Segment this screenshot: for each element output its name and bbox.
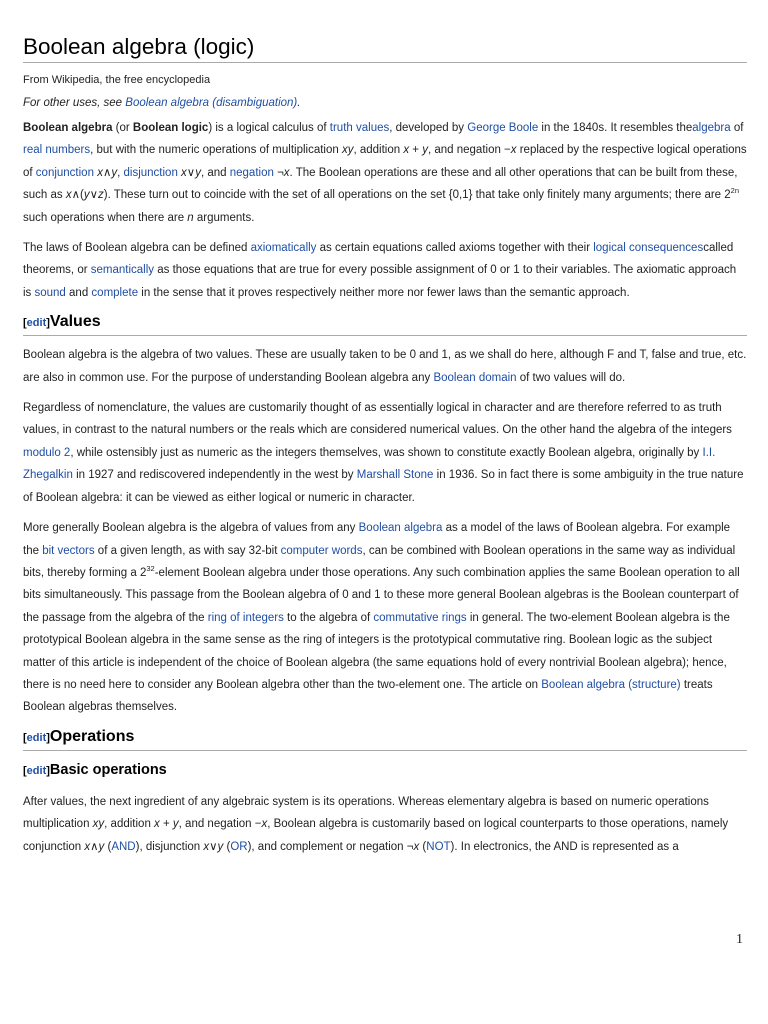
text: -element Boolean algebra under those operations. Any such combination applies the same Boolean operation to all bits simultaneously. This passage from the Boolean algebra of 0 and 1 to these more general Boolean algebras is the Boolean counterpart of the passage from the algebra of the — [23, 566, 740, 624]
math-var: xy — [92, 818, 105, 831]
conjunction-link[interactable]: conjunction — [35, 166, 94, 179]
math-var: x — [65, 189, 72, 202]
semantically-link[interactable]: semantically — [90, 264, 155, 277]
hatnote — [23, 96, 747, 110]
bracket: ] — [46, 731, 50, 744]
math-var: y — [111, 166, 118, 179]
text: ¬ — [273, 166, 284, 179]
text: , but with the numeric operations of multiplication — [90, 144, 342, 157]
logical-consequences-link[interactable]: logical consequences — [593, 242, 704, 255]
bold-term: Boolean logic — [132, 122, 209, 134]
text: , developed by — [389, 122, 468, 134]
ring-of-integers-link[interactable]: ring of integers — [207, 611, 284, 624]
math-var: y — [195, 166, 201, 179]
heading-text: Basic operations — [49, 761, 167, 778]
math-var: y — [172, 818, 179, 831]
section-heading-values — [23, 311, 747, 336]
text: , Boolean algebra is customarily based on logical counterparts to those operations, namely conjunction — [23, 818, 729, 853]
math-var: x — [84, 840, 91, 853]
complete-link[interactable]: complete — [91, 286, 139, 299]
text: + — [159, 818, 173, 831]
text: Regardless of nomenclature, the values are customarily thought of as essentially logical in character and are therefore referred to as truth values, in contrast to the natural numbers or the reals which are considered numerical values. On the other hand the algebra of the integers — [23, 402, 732, 437]
page-number: 1 — [736, 932, 743, 947]
text: Boolean algebra is the algebra of two values. These are usually taken to be 0 and 1, as we shall do here, although F and T, false and true, etc. are also in common use. For the purpose of understanding Boolean algebra any — [23, 349, 747, 384]
bit-vectors-link[interactable]: bit vectors — [42, 544, 95, 557]
text: More generally Boolean algebra is the algebra of values from any — [23, 522, 359, 535]
and-link[interactable]: AND — [111, 840, 136, 853]
math-var: x — [97, 166, 103, 179]
section-heading-basic-operations — [23, 760, 747, 783]
text: ), disjunction — [135, 840, 204, 853]
text: , and — [200, 166, 230, 179]
bracket: [ — [23, 764, 27, 777]
text: ). In electronics, the AND is represented as a — [450, 840, 679, 853]
math-var: y — [98, 840, 105, 853]
math-var: x — [510, 144, 517, 157]
math-var: y — [217, 840, 224, 853]
edit-section-operations — [23, 732, 50, 744]
text: ∨ — [186, 166, 196, 179]
boolean-algebra-structure-link[interactable]: Boolean algebra (structure) — [541, 678, 681, 691]
disjunction-link[interactable]: disjunction — [123, 166, 178, 179]
values-paragraph-1 — [23, 344, 747, 389]
text: . The Boolean operations are these and all other operations that can be built from these, such as — [23, 166, 738, 202]
edit-section-basic — [23, 765, 50, 777]
edit-link[interactable]: edit — [26, 317, 47, 330]
truth-values-link[interactable]: truth values — [329, 122, 390, 134]
text: as those equations that are true for every possible assignment of 0 or 1 to their variables. The axiomatic approach is — [23, 264, 737, 299]
tagline: From Wikipedia, the free encyclopedia — [23, 74, 211, 86]
math-var: x — [154, 818, 160, 831]
disambiguation-link[interactable]: Boolean algebra (disambiguation) — [125, 97, 298, 109]
negation-link[interactable]: negation — [229, 166, 274, 179]
values-paragraph-3 — [23, 517, 747, 719]
edit-link[interactable]: edit — [26, 764, 47, 777]
real-numbers-link[interactable]: real numbers — [23, 144, 91, 157]
superscript: 2n — [730, 186, 739, 196]
text: , addition — [104, 818, 155, 831]
intro-paragraph-1 — [23, 117, 747, 229]
text: , — [117, 166, 124, 179]
math-var: x — [203, 840, 210, 853]
or-link[interactable]: OR — [230, 840, 248, 853]
text: , while ostensibly just as numeric as the integers themselves, was shown to constitute exactly Boolean algebra, originally by — [70, 446, 703, 459]
math-var: x — [403, 144, 410, 157]
algebra-link[interactable]: algebra — [692, 122, 731, 134]
text: as certain equations called axioms together with their — [316, 242, 594, 255]
computer-words-link[interactable]: computer words — [280, 544, 363, 557]
math-var: z — [98, 189, 104, 202]
text: ( — [419, 840, 427, 853]
math-var: n — [187, 211, 194, 224]
section-heading-operations — [23, 726, 747, 751]
george-boole-link[interactable]: George Boole — [467, 122, 539, 134]
text: to the algebra of — [283, 611, 374, 624]
boolean-domain-link[interactable]: Boolean domain — [433, 371, 517, 384]
text: (or — [112, 122, 133, 134]
text: of — [730, 122, 744, 134]
text: replaced by the respective logical operations of — [23, 144, 747, 179]
text: ∧ — [102, 166, 112, 179]
marshall-stone-link[interactable]: Marshall Stone — [356, 469, 434, 482]
text: ). These turn out to coincide with the set of all operations on the set {0,1} that take only finitely many arguments; there are 2 — [103, 189, 731, 202]
bold-term: Boolean algebra — [23, 122, 113, 134]
bracket: ] — [46, 317, 50, 330]
not-link[interactable]: NOT — [426, 840, 451, 853]
math-var: y — [83, 189, 90, 202]
values-paragraph-2 — [23, 397, 747, 509]
text: of a given length, as with say 32-bit — [94, 544, 281, 557]
text: ), and complement or negation ¬ — [247, 840, 414, 853]
text: The laws of Boolean algebra can be defined — [23, 242, 251, 255]
text: ( — [223, 840, 231, 853]
hatnote-prefix: For other uses, see — [23, 97, 126, 109]
text: as a model of the laws of Boolean algebra. For example the — [23, 522, 731, 557]
hatnote-suffix: . — [297, 97, 301, 109]
math-var: x — [261, 818, 268, 831]
text: in the sense that it proves respectively neither more nor fewer laws than the semantic approach. — [138, 286, 630, 299]
bracket: ] — [46, 764, 50, 777]
modulo-2-link[interactable]: modulo 2 — [23, 446, 71, 459]
text: ∧ — [90, 840, 99, 853]
text: ∧( — [71, 189, 84, 202]
sound-link[interactable]: sound — [34, 286, 66, 299]
bracket: [ — [23, 731, 27, 744]
text: such operations when there are — [23, 211, 188, 224]
page-title: Boolean algebra (logic) — [23, 33, 747, 63]
text: in 1936. So in fact there is some ambiguity in the true nature of Boolean algebra: it can be viewed as either logical or numeric in character. — [23, 469, 744, 504]
text: ) is a logical calculus of — [208, 122, 330, 134]
basic-operations-paragraph-1 — [23, 791, 747, 858]
text: , and negation − — [178, 818, 262, 831]
text: , can be combined with Boolean operations in the same way as individual bits, thereby forming a 2 — [23, 544, 736, 579]
text: , addition — [353, 144, 404, 157]
boolean-algebra-link[interactable]: Boolean algebra — [358, 522, 443, 535]
text: and — [65, 286, 92, 299]
text: in general. The two-element Boolean algebra is the prototypical Boolean algebra in the same sense as the ring of integers is the prototypical commutative ring. Boolean logic as the subject matter of this article is independent of the choice of Boolean algebra (the same equations hold of every nontrivial Boolean algebra); hence, there is no need here to consider any Boolean algebra other than the two-element one. The article on — [23, 611, 730, 691]
text: + — [409, 144, 423, 157]
text: ∨ — [89, 189, 98, 202]
math-var: xy — [341, 144, 354, 157]
math-var: y — [422, 144, 428, 157]
text: of two values will do. — [516, 371, 626, 384]
edit-section-values — [23, 317, 50, 329]
text: in 1927 and rediscovered independently in the west by — [72, 469, 357, 482]
bracket: [ — [23, 317, 27, 330]
text: arguments. — [193, 211, 255, 224]
article-body — [23, 33, 747, 858]
text: After values, the next ingredient of any algebraic system is its operations. Whereas elementary algebra is based on numeric operations multiplication — [23, 795, 709, 831]
commutative-rings-link[interactable]: commutative rings — [373, 611, 467, 624]
text: in the 1840s. It resembles the — [538, 122, 693, 134]
text: ∨ — [209, 840, 218, 853]
math-var: x — [181, 166, 187, 179]
text: , and negation − — [427, 144, 511, 157]
heading-text: Values — [49, 313, 101, 331]
zhegalkin-link[interactable]: I.I. Zhegalkin — [23, 446, 716, 482]
axiomatically-link[interactable]: axiomatically — [250, 242, 317, 255]
math-var: x — [413, 840, 420, 853]
heading-text: Operations — [49, 727, 135, 745]
intro-paragraph-2 — [23, 237, 747, 304]
superscript: 32 — [146, 564, 155, 574]
math-var: x — [283, 166, 290, 179]
text: ( — [104, 840, 112, 853]
text: treats Boolean algebras themselves. — [23, 678, 713, 714]
text: called theorems, or — [23, 242, 734, 277]
edit-link[interactable]: edit — [26, 731, 47, 744]
